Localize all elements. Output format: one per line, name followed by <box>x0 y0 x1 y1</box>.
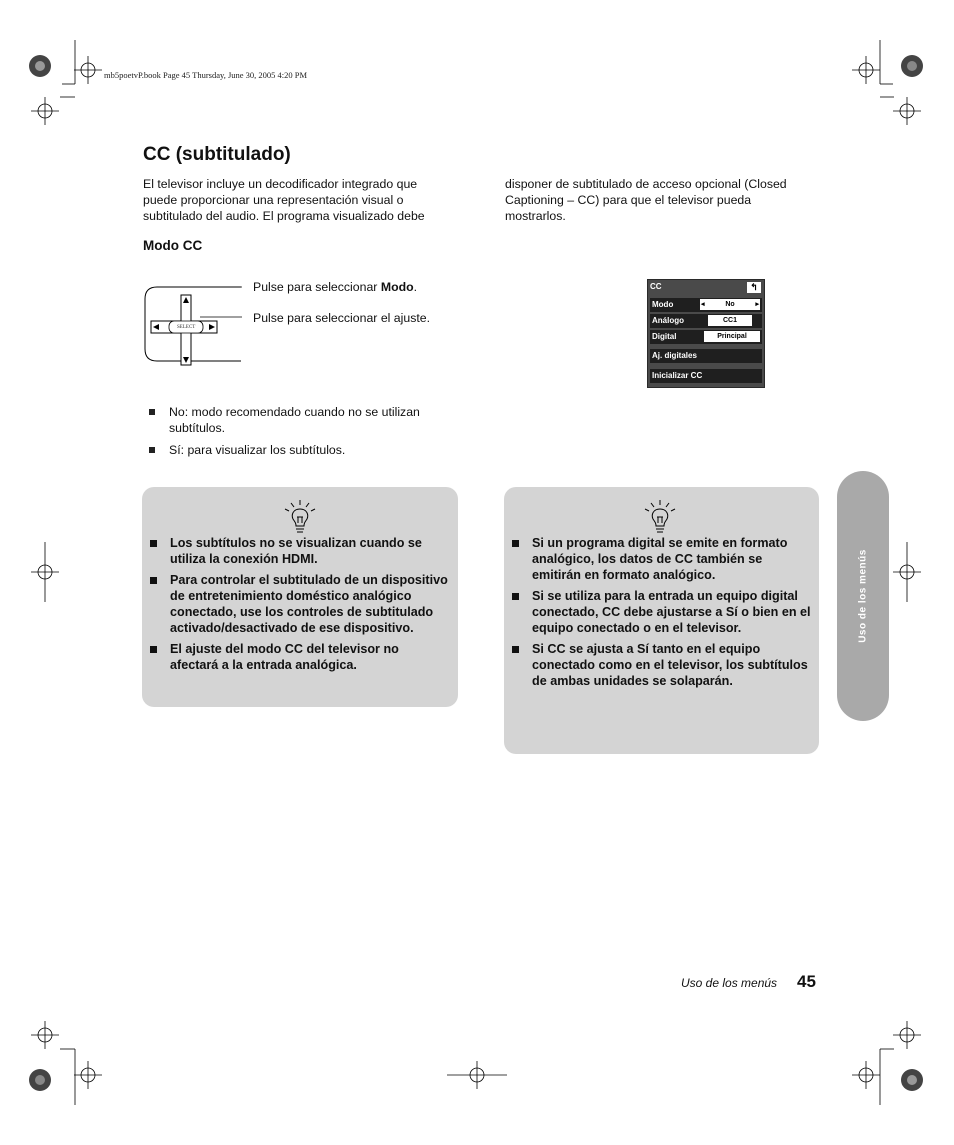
intro-paragraph-right: disponer de subtitulado de acceso opcional (Closed Captioning – CC) para que el televisor pueda mostrarlos. <box>505 177 787 223</box>
tip-box-right <box>504 487 819 754</box>
callout-leader-lines <box>190 284 250 324</box>
right-arrow-icon[interactable]: ▸ <box>755 301 759 308</box>
list-item: Si se utiliza para la entrada un equipo digital conectado, CC debe ajustarse a Sí o bien en el equipo conectado o en el televisor. <box>512 588 812 636</box>
intro-paragraph-left: El televisor incluye un decodificador integrado que puede proporcionar una representación visual o subtitulado del audio. El programa visualizado debe <box>143 177 425 223</box>
menu-row-modo[interactable]: Modo ◂ No ▸ <box>650 298 762 312</box>
select-button-label: SELECT <box>177 325 196 330</box>
tip-list-left <box>150 535 450 678</box>
list-item: Sí: para visualizar los subtítulos. <box>147 442 457 458</box>
menu-row-digital[interactable]: Digital Principal <box>650 330 762 344</box>
menu-row-inicializar-cc[interactable]: Inicializar CC <box>650 369 762 383</box>
menu-title: CC <box>650 282 662 291</box>
list-item: Los subtítulos no se visualizan cuando se utiliza la conexión HDMI. <box>150 535 450 567</box>
back-arrow-icon[interactable]: ↰ <box>747 282 761 293</box>
callout-select-setting: Pulse para seleccionar el ajuste. <box>253 311 431 325</box>
callout-select-mode: Pulse para seleccionar Modo. <box>253 280 418 294</box>
chapter-side-tab-label: Uso de los menús <box>857 549 869 643</box>
menu-value-modo[interactable]: ◂ No ▸ <box>701 301 759 308</box>
list-item: No: modo recomendado cuando no se utilizan subtítulos. <box>147 404 457 436</box>
menu-row-analogo[interactable]: Análogo CC1 <box>650 314 762 328</box>
footer-chapter-label: Uso de los menús <box>681 976 778 990</box>
print-header: mb5poetvP.book Page 45 Thursday, June 30, 2005 4:20 PM <box>104 70 308 80</box>
left-arrow-icon[interactable]: ◂ <box>701 301 705 308</box>
tip-box-left <box>142 487 458 707</box>
lightbulb-icon <box>283 499 317 533</box>
page-title: CC (subtitulado) <box>143 144 291 165</box>
subheading-modo-cc: Modo CC <box>143 238 203 253</box>
list-item: Si un programa digital se emite en formato analógico, los datos de CC también se emitirán en formato analógico. <box>512 535 812 583</box>
list-item: Para controlar el subtitulado de un dispositivo de entretenimiento doméstico analógico conectado, use los controles de subtitulado activado/desactivado de ese dispositivo. <box>150 572 450 636</box>
chapter-side-tab <box>837 471 889 721</box>
tip-list-right <box>512 535 812 694</box>
mode-options-list <box>147 404 457 464</box>
list-item: El ajuste del modo CC del televisor no afectará a la entrada analógica. <box>150 641 450 673</box>
list-item: Si CC se ajusta a Sí tanto en el equipo conectado como en el televisor, los subtítulos de ambas unidades se solaparán. <box>512 641 812 689</box>
tv-cc-menu <box>647 279 765 388</box>
page-number: 45 <box>797 972 816 991</box>
lightbulb-icon <box>643 499 677 533</box>
menu-row-aj-digitales[interactable]: Aj. digitales <box>650 349 762 363</box>
